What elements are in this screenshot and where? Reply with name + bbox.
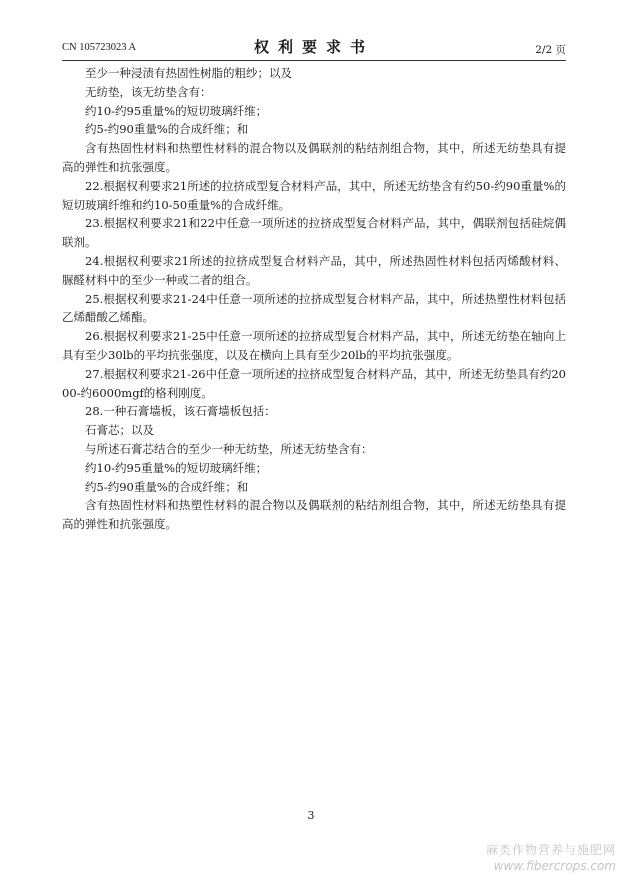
claims-body [62,64,566,534]
header-rule [62,60,566,61]
watermark-site-name: 麻类作物营养与施肥网 [485,843,616,857]
claim-text-line: 石膏芯；以及 [85,423,154,438]
claim-28: 28.一种石膏墙板，该石膏墙板包括： [85,404,276,419]
claim-23: 23.根据权利要求21和22中任意一项所述的拉挤成型复合材料产品，其中，偶联剂包括硅烷偶联剂。 [62,216,566,250]
claim-25: 25.根据权利要求21-24中任意一项所述的拉挤成型复合材料产品，其中，所述热塑性材料包括乙烯醋酸乙烯酯。 [62,291,566,325]
claim-text-line: 无纺垫，该无纺垫含有： [85,84,212,99]
document-title: 权利要求书 [253,38,374,56]
claim-text-line: 约5-约90重量%的合成纤维；和 [85,479,249,494]
claim-text-line: 至少一种浸渍有热固性树脂的粗纱；以及 [85,66,292,80]
claim-text-line: 约10-约95重量%的短切玻璃纤维； [85,460,268,475]
page-indicator: 2/2 页 [535,44,566,56]
claim-26: 26.根据权利要求21-25中任意一项所述的拉挤成型复合材料产品，其中，所述无纺垫在轴向上具有至少30lb的平均抗张强度，以及在横向上具有至少20lb的平均抗张强度。 [62,329,566,362]
claim-text-line: 约10-约95重量%的短切玻璃纤维； [85,103,268,118]
site-watermark [486,842,616,874]
page-number: 3 [307,809,315,822]
claim-27: 27.根据权利要求21-26中任意一项所述的拉挤成型复合材料产品，其中，所述无纺垫具有约2000-约6000mgf的格利刚度。 [62,366,566,400]
watermark-url: www.fibercrops.com [493,859,616,873]
claim-text-line: 含有热固性材料和热塑性材料的混合物以及偶联剂的粘结剂组合物，其中，所述无纺垫具有提高的弹性和抗张强度。 [62,498,566,532]
claim-text-line: 约5-约90重量%的合成纤维；和 [85,122,249,137]
page-header [62,36,566,58]
claim-text-line: 含有热固性材料和热塑性材料的混合物以及偶联剂的粘结剂组合物，其中，所述无纺垫具有提高的弹性和抗张强度。 [62,141,566,174]
claim-22: 22.根据权利要求21所述的拉挤成型复合材料产品，其中，所述无纺垫含有约50-约90重量%的短切玻璃纤维和约10-50重量%的合成纤维。 [62,178,566,212]
claim-text-line: 与所述石膏芯结合的至少一种无纺垫，所述无纺垫含有： [85,441,373,456]
claim-24: 24.根据权利要求21所述的拉挤成型复合材料产品，其中，所述热固性材料包括丙烯酸材料、脲醛材料中的至少一种或二者的组合。 [62,253,566,287]
patent-number: CN 105723023 A [62,42,137,53]
